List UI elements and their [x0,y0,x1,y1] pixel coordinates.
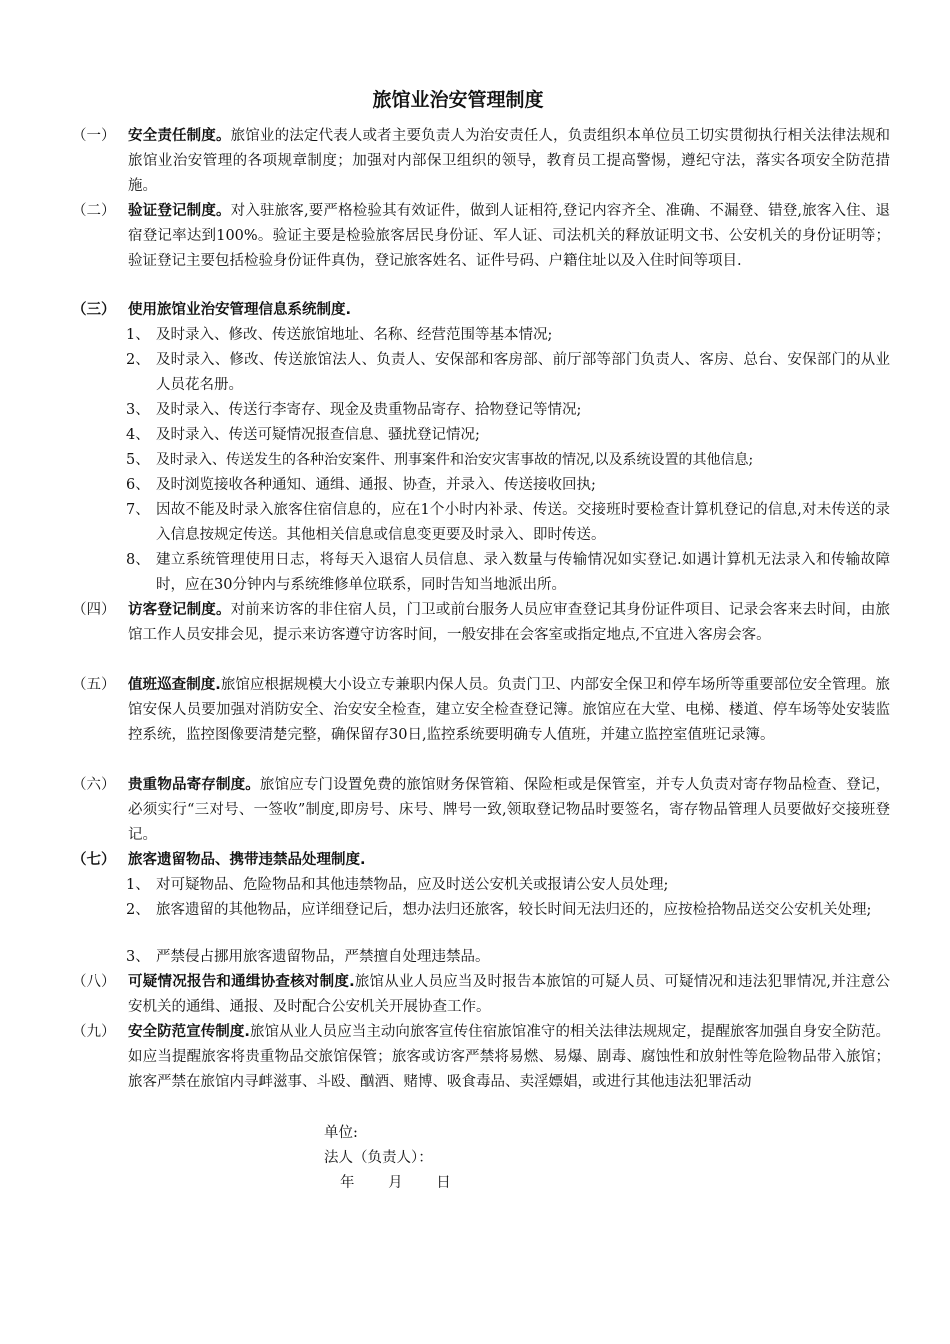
section-number: （六） [72,777,116,793]
section-8 [72,970,892,1020]
signature-date: 年 月 日 [340,1175,451,1191]
section-number: （九） [72,1024,116,1040]
section-number: （七） [72,852,116,868]
item-text: 旅客遗留的其他物品，应详细登记后，想办法归还旅客，较长时间无法归还的，应按检拾物品送交公安机关处理; [156,902,872,918]
section-lead: 安全防范宣传制度. [128,1024,250,1040]
section-text: 对入驻旅客,要严格检验其有效证件，做到人证相符,登记内容齐全、准确、不漏登、错登,旅客入住、退宿登记率达到100%。验证主要是检验旅客居民身份证、军人证、司法机关的释放证明文书、公安机关的身份证明等；验证登记主要包括检验身份证件真伪，登记旅客姓名、证件号码、户籍住址以及入住时间等项目. [128,203,891,269]
item-text: 严禁侵占挪用旅客遗留物品，严禁擅自处理违禁品。 [156,949,490,965]
section-4 [72,598,892,648]
item-number: 2、 [126,352,150,368]
section-lead: 安全责任制度。 [128,128,231,144]
item-number: 5、 [126,452,150,468]
section-heading: 旅客遗留物品、携带违禁品处理制度. [128,852,366,868]
section-number: （三） [72,302,116,318]
section-number: （四） [72,602,116,618]
list-item [126,423,890,448]
list-item [126,473,890,498]
signature-unit: 单位: [324,1125,358,1141]
section-heading: 使用旅馆业治安管理信息系统制度. [128,302,352,318]
item-text: 对可疑物品、危险物品和其他违禁物品，应及时送公安机关或报请公安人员处理; [156,877,669,893]
section-7 [72,848,892,873]
item-number: 4、 [126,427,150,443]
section-text: 旅馆从业人员应当及时报告本旅馆的可疑人员、可疑情况和违法犯罪情况,并注意公安机关的通缉、通报、及时配合公安机关开展协查工作。 [128,974,890,1015]
list-item [126,548,890,598]
list-item [126,498,890,548]
item-number: 1、 [126,877,150,893]
item-text: 及时录入、修改、传送旅馆法人、负责人、安保部和客房部、前厅部等部门负责人、客房、总台、安保部门的从业人员花名册。 [156,352,890,393]
document-title: 旅馆业治安管理制度 [372,89,544,111]
section-number: （一） [72,128,116,144]
section-lead: 贵重物品寄存制度。 [128,777,260,793]
section-lead: 可疑情况报告和通缉协查核对制度. [128,974,355,990]
item-number: 1、 [126,327,150,343]
section-6 [72,773,892,848]
item-text: 建立系统管理使用日志，将每天入退宿人员信息、录入数量与传输情况如实登记.如遇计算机无法录入和传输故障时，应在30分钟内与系统维修单位联系，同时告知当地派出所。 [156,552,890,593]
section-2 [72,199,892,274]
section-5 [72,673,892,748]
list-item [126,448,890,473]
item-number: 8、 [126,552,150,568]
section-number: （二） [72,203,116,219]
item-text: 及时录入、修改、传送旅馆地址、名称、经营范围等基本情况; [156,327,553,343]
list-item [126,348,890,398]
list-item [126,873,890,898]
section-1 [72,124,892,199]
list-item [126,398,890,423]
item-number: 6、 [126,477,150,493]
section-text: 旅馆应专门设置免费的旅馆财务保管箱、保险柜或是保管室，并专人负责对寄存物品检查、登记，必须实行“三对号、一签收”制度,即房号、床号、牌号一致,领取登记物品时要签名，寄存物品管理人员要做好交接班登记。 [128,777,891,843]
item-text: 及时录入、传送行李寄存、现金及贵重物品寄存、拾物登记等情况; [156,402,582,418]
section-lead: 访客登记制度。 [128,602,231,618]
list-item [126,323,890,348]
item-text: 因故不能及时录入旅客住宿信息的，应在1个小时内补录、传送。交接班时要检查计算机登记的信息,对未传送的录入信息按规定传送。其他相关信息或信息变更要及时录入、即时传送。 [156,502,890,543]
section-number: （八） [72,974,116,990]
section-text: 对前来访客的非住宿人员，门卫或前台服务人员应审查登记其身份证件项目、记录会客来去时间，由旅馆工作人员安排会见，提示来访客遵守访客时间，一般安排在会客室或指定地点,不宜进入客房会客。 [128,602,891,643]
item-number: 3、 [126,949,150,965]
item-text: 及时录入、传送可疑情况报查信息、骚扰登记情况; [156,427,480,443]
section-number: （五） [72,677,116,693]
item-number: 3、 [126,402,150,418]
section-text: 旅馆应根据规模大小设立专兼职内保人员。负责门卫、内部安全保卫和停车场所等重要部位安全管理。旅馆安保人员要加强对消防安全、治安安全检查，建立安全检查登记簿。旅馆应在大堂、电梯、楼道、停车场等处安装监控系统，监控图像要清楚完整，确保留存30日,监控系统要明确专人值班，并建立监控室值班记录簿。 [128,677,890,743]
list-item [126,945,890,970]
signature-legal-person: 法人（负责人）： [324,1150,433,1166]
section-text: 旅馆业的法定代表人或者主要负责人为治安责任人，负责组织本单位员工切实贯彻执行相关法律法规和旅馆业治安管理的各项规章制度；加强对内部保卫组织的领导，教育员工提高警惕，遵纪守法，落实各项安全防范措施。 [128,128,891,194]
item-text: 及时录入、传送发生的各种治安案件、刑事案件和治安灾害事故的情况,以及系统设置的其他信息; [156,452,754,468]
section-text: 旅馆从业人员应当主动向旅客宣传住宿旅馆准守的相关法律法规规定，提醒旅客加强自身安全防范。如应当提醒旅客将贵重物品交旅馆保管；旅客或访客严禁将易燃、易爆、剧毒、腐蚀性和放射性等危险物品带入旅馆；旅客严禁在旅馆内寻衅滋事、斗殴、酗酒、赌博、吸食毒品、卖淫嫖娼，或进行其他违法犯罪活动 [128,1024,890,1090]
list-item [126,898,890,923]
section-9 [72,1020,892,1095]
item-text: 及时浏览接收各种通知、通缉、通报、协查，并录入、传送接收回执; [156,477,596,493]
section-lead: 值班巡查制度. [128,677,221,693]
item-number: 7、 [126,502,150,518]
section-3 [72,298,892,323]
section-lead: 验证登记制度。 [128,203,231,219]
item-number: 2、 [126,902,150,918]
